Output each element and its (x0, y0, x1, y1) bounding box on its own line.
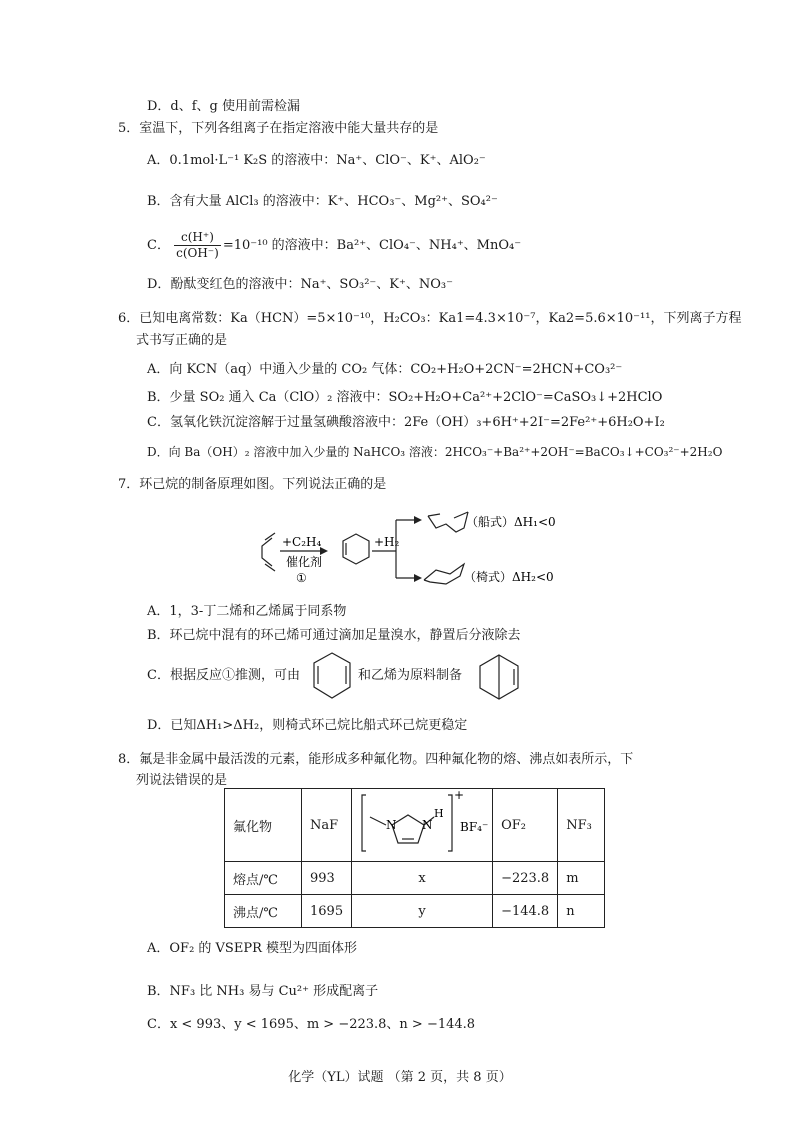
q6-stem-line2: 式书写正确的是 (136, 333, 228, 348)
q5-fraction-numerator: c(H⁺) (174, 230, 221, 246)
q8-stem-line2: 列说法错误的是 (136, 773, 228, 788)
chair-label: （椅式）ΔH₂<0 (464, 570, 554, 584)
q8-stem-line1: 8．氟是非金属中最活泼的元素，能形成多种氟化物。四种氟化物的熔、沸点如表所示，下 (118, 752, 634, 767)
q5-option-c-text: =10⁻¹⁰ 的溶液中：Ba²⁺、ClO₄⁻、NH₄⁺、MnO₄⁻ (222, 238, 522, 253)
q6-option-a: A．向 KCN（aq）中通入少量的 CO₂ 气体：CO₂+H₂O+2CN⁻=2HCN+CO₃²⁻ (147, 362, 623, 377)
q5-option-b-text: 含有大量 AlCl₃ 的溶液中：K⁺、HCO₃⁻、Mg²⁺、SO₄²⁻ (169, 194, 498, 209)
q8-option-b: B．NF₃ 比 NH₃ 易与 Cu²⁺ 形成配离子 (147, 984, 379, 999)
q7-option-c-part1: C．根据反应①推测，可由 (147, 668, 300, 683)
catalyst-label: 催化剂 (286, 555, 323, 569)
step-one-label: ① (296, 571, 307, 585)
q7-stem: 7．环己烷的制备原理如图。下列说法正确的是 (118, 477, 387, 492)
row-boiling-label: 沸点/℃ (225, 895, 302, 928)
table-row (225, 862, 605, 895)
cell-naf-boiling: 1695 (302, 895, 352, 928)
header-naf: NaF (302, 789, 352, 862)
cell-nf3-melting: m (558, 862, 605, 895)
q6-option-b: B．少量 SO₂ 通入 Ca（ClO）₂ 溶液中：SO₂+H₂O+Ca²⁺+2ClO⁻=CaSO₃↓+2HClO (147, 390, 663, 405)
table-header-row (225, 789, 605, 862)
q6-option-d: D．向 Ba（OH）₂ 溶液中加入少量的 NaHCO₃ 溶液：2HCO₃⁻+Ba²⁺+2OH⁻=BaCO₃↓+CO₃²⁻+2H₂O (147, 445, 723, 459)
q5-option-a-label: A． (147, 153, 170, 168)
q7-option-d: D．已知ΔH₁>ΔH₂，则椅式环己烷比船式环己烷更稳定 (147, 718, 468, 733)
q5-option-d (147, 276, 453, 294)
q5-option-c-fraction (174, 230, 221, 261)
boat-label: （船式）ΔH₁<0 (466, 515, 556, 529)
table-row (225, 895, 605, 928)
reagent-hydrogen: +H₂ (374, 535, 400, 549)
q7-option-b: B．环己烷中混有的环己烯可通过滴加足量溴水，静置后分液除去 (147, 628, 521, 643)
imidazolium-structure (352, 789, 492, 857)
q5-option-a (147, 152, 486, 170)
q5-option-b-label: B． (147, 194, 170, 209)
q5-fraction-denominator: c(OH⁻) (176, 246, 219, 260)
q5-option-d-text: 酚酞变红色的溶液中：Na⁺、SO₃²⁻、K⁺、NO₃⁻ (170, 277, 453, 292)
fluoride-table (224, 788, 605, 928)
header-fluoride: 氟化物 (225, 789, 302, 862)
page-footer: 化学（YL）试题 （第 2 页，共 8 页） (288, 1070, 512, 1085)
q5-stem: 5．室温下，下列各组离子在指定溶液中能大量共存的是 (118, 121, 439, 136)
cyclohexadiene-structure (310, 650, 354, 702)
cell-naf-melting: 993 (302, 862, 352, 895)
anion-label: BF₄⁻ (460, 820, 489, 834)
header-ionic-liquid (352, 789, 493, 862)
q8-option-c: C．x < 993、y < 1695、m > −223.8、n > −144.8 (147, 1017, 476, 1032)
nitrogen-label: N (386, 818, 397, 832)
cyclohexene-structure (343, 534, 369, 564)
butadiene-structure (262, 533, 275, 571)
cell-of2-boiling: −144.8 (493, 895, 558, 928)
q8-option-a: A．OF₂ 的 VSEPR 模型为四面体形 (147, 941, 357, 956)
header-of2: OF₂ (493, 789, 558, 862)
q6-stem-line1: 6．已知电离常数：Ka（HCN）=5×10⁻¹⁰，H₂CO₃：Ka1=4.3×10⁻⁷，Ka2=5.6×10⁻¹¹，下列离子方程 (118, 311, 742, 326)
header-nf3: NF₃ (558, 789, 605, 862)
cell-nf3-boiling: n (558, 895, 605, 928)
q4-option-d: D．d、f、g 使用前需检漏 (147, 99, 301, 114)
cation-charge: + (454, 789, 465, 802)
q5-option-a-text: 0.1mol·L⁻¹ K₂S 的溶液中：Na⁺、ClO⁻、K⁺、AlO₂⁻ (169, 153, 486, 168)
q5-option-d-label: D． (147, 277, 171, 292)
hydrogen-label: H (434, 807, 444, 820)
q7-option-c-part2: 和乙烯为原料制备 (358, 668, 463, 683)
q5-option-b (147, 193, 498, 211)
row-melting-label: 熔点/℃ (225, 862, 302, 895)
q6-option-c: C．氢氧化铁沉淀溶解于过量氢碘酸溶液中：2Fe（OH）₃+6H⁺+2I⁻=2Fe²⁺+6H₂O+I₂ (147, 415, 665, 430)
chair-cyclohexane (424, 564, 464, 584)
q7-option-a: A．1，3-丁二烯和乙烯属于同系物 (147, 604, 347, 619)
nitrogen-h-label: N (422, 818, 433, 832)
cell-ionic-melting: x (352, 862, 493, 895)
q7-reaction-scheme (250, 506, 560, 598)
boat-cyclohexane (428, 512, 468, 532)
cell-ionic-boiling: y (352, 895, 493, 928)
bicyclooctene-structure (476, 652, 522, 702)
q5-option-c-label: C． (147, 238, 170, 253)
reagent-ethylene: +C₂H₄ (282, 535, 322, 549)
cell-of2-melting: −223.8 (493, 862, 558, 895)
branch-arrows (372, 516, 422, 582)
q5-option-c (147, 230, 521, 261)
